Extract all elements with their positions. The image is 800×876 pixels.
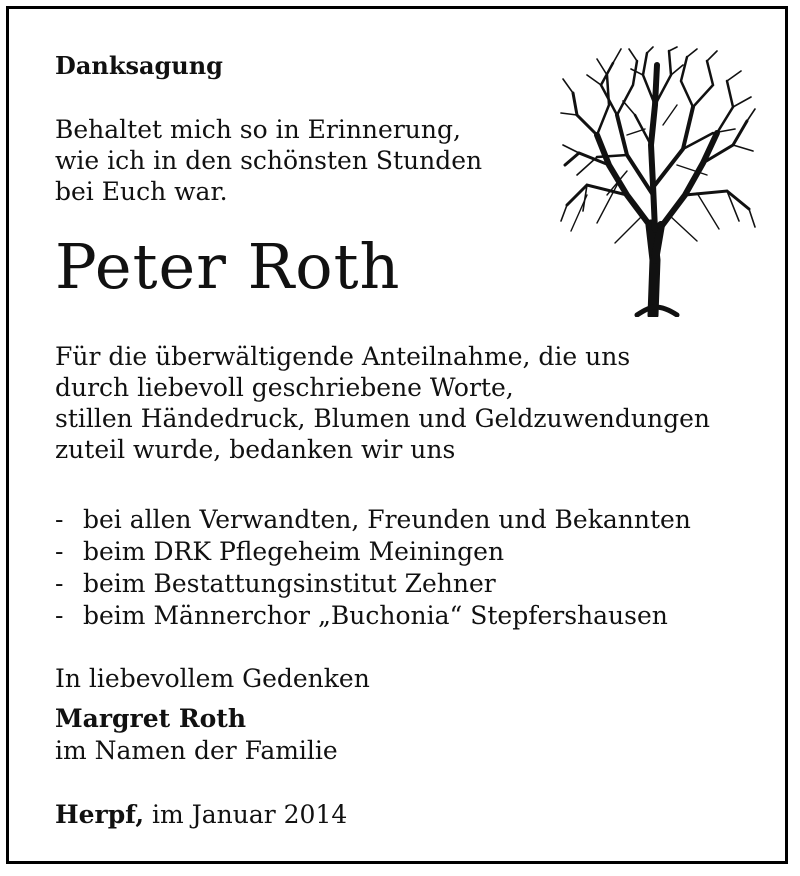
list-item: - bei allen Verwandten, Freunden und Bekannten [55,505,691,534]
list-item: - beim Bestattungsinstitut Zehner [55,569,496,598]
family-line: im Namen der Familie [55,736,338,765]
heading: Danksagung [55,51,223,80]
signer-name: Margret Roth [55,704,247,733]
place: Herpf, [55,800,145,829]
memorial-quote: Behaltet mich so in Erinnerung, wie ich in den schönsten Stunden bei Euch war. [55,115,483,206]
deceased-name: Peter Roth [55,230,401,303]
date: im Januar 2014 [152,800,348,829]
closing-line: In liebevollem Gedenken [55,664,370,693]
list-item: - beim DRK Pflegeheim Meiningen [55,537,505,566]
bare-tree-icon [557,45,757,317]
thanks-text: Für die überwältigende Anteilnahme, die uns durch liebevoll geschriebene Worte, stillen Händedruck, Blumen und Geldzuwendungen zuteil wurde, bedanken wir uns [55,342,711,464]
thanks-list [55,504,691,632]
list-item: - beim Männerchor „Buchonia“ Stepfershausen [55,601,668,630]
place-date [55,800,347,830]
obituary-card [6,6,788,864]
